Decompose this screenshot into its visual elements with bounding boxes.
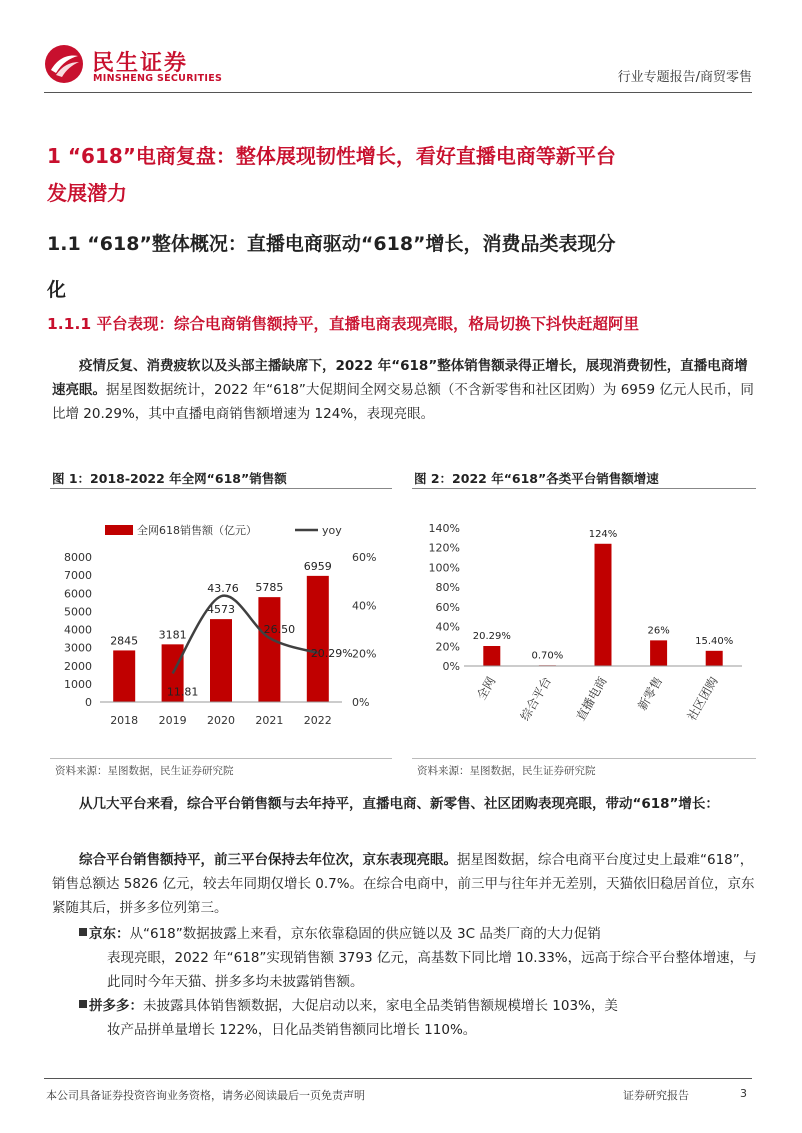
paragraph-platforms: 从几大平台来看，综合平台销售额与去年持平，直播电商、新零售、社区团购表现亮眼，带动“618”增长： [79, 796, 719, 812]
figure-2-source: 资料来源：星图数据，民生证券研究院 [417, 765, 596, 777]
y-left-tick-label: 2000 [64, 659, 92, 673]
bullet-jd-line1: 从“618”数据披露上来看，京东依靠稳固的供应链以及 3C 品类厂商的大力促销 [129, 926, 601, 942]
bullet-pdd-label: 拼多多： [89, 998, 143, 1014]
bar-growth-社区团购 [706, 651, 723, 666]
bar-label-2019: 3181 [158, 628, 187, 642]
bar-label-全网: 20.29% [472, 630, 511, 642]
y-left-tick-label: 8000 [64, 551, 92, 564]
section-heading-1-1: 1.1 “618”整体概况：直播电商驱动“618”增长，消费品类表现分化 [47, 233, 616, 301]
footer-disclaimer: 本公司具备证券投资咨询业务资格，请务必阅读最后一页免责声明 [46, 1089, 365, 1102]
figure-2-chart [412, 495, 756, 755]
legend-label-yoy: yoy [322, 524, 342, 537]
page-number: 3 [740, 1087, 747, 1100]
y-tick-label: 0% [442, 660, 460, 673]
figure-2-title: 图 2：2022 年“618”各类平台销售额增速 [414, 471, 659, 486]
figure-1-bottom-rule [50, 758, 392, 759]
figure-1-chart [50, 495, 392, 735]
paragraph-comprehensive-bold: 综合平台销售额持平，前三平台保持去年位次，京东表现亮眼。 [79, 852, 457, 868]
y-tick-label: 120% [428, 541, 460, 555]
paragraph-overview [52, 354, 757, 426]
x-tick-label-社区团购: 社区团购 [684, 674, 721, 724]
bar-label-2021: 5785 [255, 581, 284, 595]
y-tick-label: 20% [435, 640, 460, 654]
bar-growth-直播电商 [595, 544, 612, 666]
logo-english-name: MINSHENG SECURITIES [93, 73, 223, 84]
bar-label-2020: 4573 [207, 603, 235, 617]
bar-growth-新零售 [650, 640, 667, 666]
y-tick-label: 60% [435, 600, 460, 614]
y-right-tick-label: 20% [352, 647, 377, 661]
bar-label-新零售: 26% [647, 625, 670, 637]
yoy-label-2020: 43.76 [207, 582, 239, 596]
bar-sales-2022 [307, 576, 329, 702]
bullet-square-icon [79, 928, 87, 936]
bullet-pdd-rest: 妆产品拼单量增长 122%，日化品类销售额同比增长 110%。 [107, 1022, 477, 1038]
bullet-jd-label: 京东： [89, 926, 130, 942]
bullet-jd [79, 922, 759, 994]
figure-1-source: 资料来源：星图数据，民生证券研究院 [55, 765, 234, 777]
y-left-tick-label: 4000 [64, 623, 92, 637]
yoy-label-2022: 20.29% [310, 646, 353, 660]
section-heading-1: 1 “618”电商复盘：整体展现韧性增长，看好直播电商等新平台发展潜力 [47, 144, 616, 205]
bar-label-直播电商: 124% [588, 528, 618, 540]
x-tick-label-综合平台: 综合平台 [517, 674, 554, 724]
y-tick-label: 40% [435, 620, 460, 634]
bar-growth-全网 [483, 646, 500, 666]
y-left-tick-label: 3000 [64, 641, 92, 655]
paragraph-comprehensive [52, 848, 757, 920]
x-tick-label-2021: 2021 [255, 714, 284, 727]
x-tick-label-2019: 2019 [158, 714, 187, 727]
footer-doc-type: 证券研究报告 [623, 1089, 689, 1102]
x-tick-label-2018: 2018 [110, 714, 139, 727]
y-tick-label: 80% [435, 581, 460, 595]
y-right-tick-label: 0% [352, 696, 370, 709]
bar-label-综合平台: 0.70% [531, 650, 564, 662]
report-type: 行业专题报告/商贸零售 [617, 70, 752, 85]
y-left-tick-label: 6000 [64, 587, 92, 601]
bar-sales-2021 [258, 597, 280, 702]
bullet-square-icon [79, 1000, 87, 1008]
bar-label-社区团购: 15.40% [695, 635, 734, 647]
figure-2-bottom-rule [412, 758, 756, 759]
bullet-jd-rest: 表现亮眼，2022 年“618”实现销售额 3793 亿元，高基数下同比增 10.33%，远高于综合平台整体增速，与此同时今年天猫、拼多多均未披露销售额。 [107, 950, 757, 990]
yoy-line [173, 596, 318, 674]
figure-1-rule [50, 488, 392, 489]
bullet-pdd-line1: 未披露具体销售额数据，大促启动以来，家电全品类销售额规模增长 103%，美 [143, 998, 618, 1014]
bullet-pdd [79, 994, 759, 1042]
bar-sales-2020 [210, 619, 232, 702]
y-left-tick-label: 1000 [64, 677, 92, 691]
y-right-tick-label: 40% [352, 599, 377, 613]
y-left-tick-label: 7000 [64, 569, 92, 583]
bar-label-2022: 6959 [303, 559, 332, 573]
x-tick-label-新零售: 新零售 [635, 674, 666, 713]
figure-1-title: 图 1：2018-2022 年全网“618”销售额 [52, 471, 287, 486]
x-tick-label-2020: 2020 [207, 714, 235, 727]
bar-sales-2018 [113, 650, 135, 702]
paragraph-comprehensive-text: 据星图数据，综合电商平台度过史上最难“618”，销售总额达 5826 亿元，较去年同期仅增长 0.7%。在综合电商中，前三甲与往年并无差别，天猫依旧稳居首位，京东紧随其后，拼多多位列第三。 [52, 852, 755, 916]
figure-2-rule [412, 488, 756, 489]
minsheng-logo-icon [44, 44, 84, 84]
y-left-tick-label: 5000 [64, 605, 92, 619]
paragraph-overview-bold: 疫情反复、消费疲软以及头部主播缺席下，2022 年“618”整体销售额录得正增长，展现消费韧性，直播电商增速亮眼。 [52, 358, 748, 398]
legend-swatch-sales [105, 525, 133, 535]
yoy-label-2021: 26.50 [263, 622, 296, 636]
bar-label-2018: 2845 [110, 634, 139, 648]
y-tick-label: 100% [428, 561, 460, 575]
header-divider [44, 92, 752, 93]
y-left-tick-label: 0 [85, 696, 92, 709]
paragraph-overview-text: 据星图数据统计，2022 年“618”大促期间全网交易总额（不含新零售和社区团购）为 6959 亿元人民币，同比增 20.29%，其中直播电商销售额增速为 124%，表现亮眼。 [52, 382, 754, 422]
section-heading-1-1-1: 1.1.1 平台表现：综合电商销售额持平，直播电商表现亮眼，格局切换下抖快赶超阿里 [47, 315, 640, 333]
y-right-tick-label: 60% [352, 551, 377, 564]
footer-divider [44, 1078, 752, 1079]
x-tick-label-直播电商: 直播电商 [573, 674, 610, 724]
legend-label-sales: 全网618销售额（亿元） [137, 524, 257, 537]
y-tick-label: 140% [428, 522, 460, 535]
x-tick-label-2022: 2022 [303, 714, 332, 727]
x-tick-label-全网: 全网 [474, 674, 499, 703]
yoy-label-2019: 11.81 [166, 685, 199, 699]
logo-chinese-name: 民生证券 [92, 51, 189, 76]
